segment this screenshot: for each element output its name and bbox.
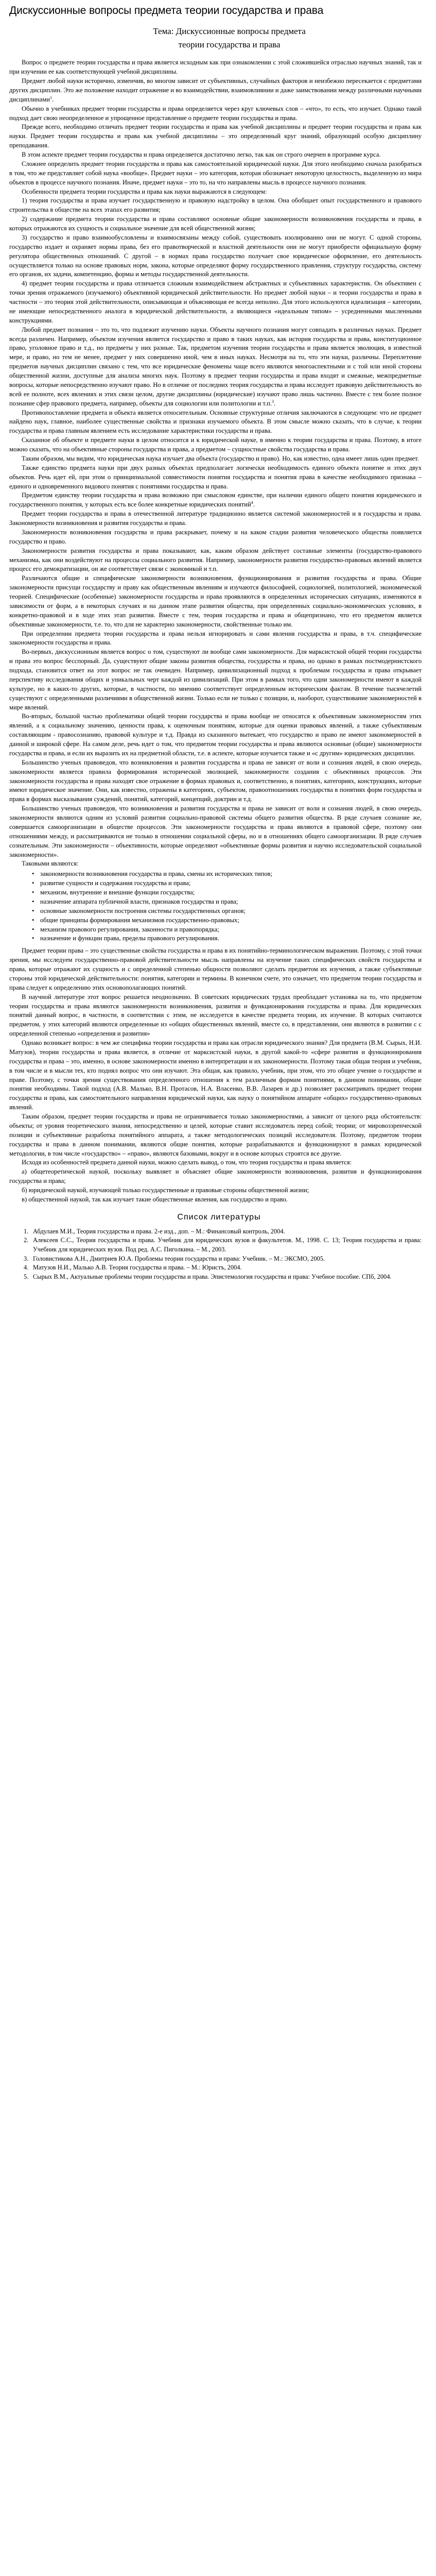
paragraph — [9, 196, 422, 215]
document-body — [9, 58, 429, 859]
list-item — [32, 925, 422, 935]
paragraph — [9, 574, 422, 629]
paragraph — [9, 491, 422, 510]
paragraph-text: Особенности предмета теории государства и права как науки выражаются в следующем: — [22, 188, 267, 195]
paragraph-text: Обычно в учебниках предмет теории государства и права определяется через круг ключевых слов – «что», то есть, что изучает. Однако такой подход дает свою неопределенное и упрощенное представление о предмете теории государства и права. — [9, 105, 422, 122]
paragraph-text: Закономерности возникновения государства и права раскрывает, почему и на каком стадии развития человеческого общества появляется государство и право. — [9, 528, 422, 545]
paragraph-text: а) общетеоретической наукой, поскольку выявляет и объясняет общие закономерности возникновения, развития и функционирования государства и права; — [9, 1168, 422, 1185]
paragraph — [9, 215, 422, 233]
reference-item — [24, 1236, 422, 1254]
paragraph-text: Во-вторых, большой частью проблематики общей теории государства и права вообще не относятся к объективным закономерностям этих явлений, а к социальному значению, ценности права, к оценочным понятиям, которые для оценки правовых явлений, а также субъективным составляющим - правосознанию, правовой культуре и т.д. Правда из сказанного вытекает, что государство и право не имеют закономерностей в данной и широкой сфере. На самом деле, речь идет о том, что предметом теории государства и права являются основные (общие) закономерности государства и права, и если их выразить их на предметной области, т.е. в аспекте, которые изучается также и «с другим» юридических дисциплин. — [9, 713, 422, 757]
paragraph-tail: . — [274, 399, 276, 407]
reference-item — [24, 1263, 422, 1273]
paragraph — [9, 160, 422, 188]
theme-line-1: Тема: Дискуссионные вопросы предмета — [153, 26, 306, 37]
tasks-list — [9, 870, 422, 943]
paragraph — [9, 150, 422, 160]
paragraph-text: Также единство предмета науки при двух разных объектах предполагает логически необходимость единого объекта понятие и этих двух объектов. Речь идет ей, при этом о принципиальной совместимости понятия государства и понятия права в качестве необходимого признака – единого и одновременного видового понятия с понятиями государства и права. — [9, 464, 422, 490]
paragraph-text: Прежде всего, необходимо отличать предмет теории государства и права как учебной дисциплины и предмет теории государства и права как науки. Предмет теории государства и права как учебной дисциплины – это определенный круг знаний, образующий особую дисциплину преподавания. — [9, 123, 422, 149]
paragraph — [9, 326, 422, 409]
paragraph-text: б) юридической наукой, изучающей только государственные и правовые стороны общественной жизни; — [22, 1187, 309, 1194]
document-body-continued — [9, 946, 429, 1205]
paragraph-text: Таким образом, предмет теории государства и права не ограничивается только закономерностями, а зависит от целого ряда обстоятельств: объекты; от уровня теоретического знания, непосредственно и целей, которые ставит исследователь перед собой; теории; от мировоззренческой позиции и субъективные разработка понятийного аппарата, а также методологических позиций исследователя. Поэтому, предметом теории государства и права в данном понимании, являются общие понятия, которые разрабатываются и функционируют в рамках юридической методологии, в том числе «государство» – «право», являются базовыми, вокруг и в основе которых строятся все другие. — [9, 1113, 422, 1157]
paragraph — [9, 1158, 422, 1167]
reference-item — [24, 1255, 422, 1264]
paragraph-text: 1) теория государства и права изучает государственную и правовую надстройку в целом. Она обобщает опыт государственного и правового строительства в обществе на всех этапах его развития; — [9, 197, 422, 214]
paragraph-text: 4) предмет теории государства и права отличается сложным взаимодействием абстрактных и субъективных характеристик. Он объективен с точки зрения отражаемого (изучаемого) объективной юридической действительности. Но предмет любой науки – и теории государства и права в частности – это теория этой действительности, описывающая и объясняющая ее всегда неполно. Для этого используются идеализация – категории, не имеющие непосредственного аналога в юридической действительности, а являющиеся «идеальным типом» – усредненными мысленными конструкциями. — [9, 280, 422, 324]
paragraph — [9, 946, 422, 992]
paragraph-text: 3) государство и право взаимообусловлены и взаимосвязаны между собой, существовать изолированно они не могут. С одной стороны, государство издает и охраняет нормы права, без его правотворческой и властной деятельности они не могут приобрести официальную форму регулятора общественных отношений. С другой – в нормах права государство получает свое юридическое оформление, его деятельность осуществляется только на основе правовых норм, закона, которые определяют форму государственного правления, структуру государства, систему его органов, их задачи, компетенцию, формы и методы государственной деятельности. — [9, 233, 422, 278]
reference-item — [24, 1227, 422, 1236]
paragraph — [9, 547, 422, 574]
reference-text: Алексеев С.С., Теория государства и права. Учебник для юридических вузов и факультетов. М., 1998. С. 13; Теория государства и права: Учебник для юридических вузов. Под ред. А.С. Пиголкина. – М., 2003. — [33, 1236, 422, 1253]
paragraph-tail: . — [253, 501, 255, 509]
paragraph-text: В научной литературе этот вопрос решается неоднозначно. В советских юридических трудах преобладает установка на то, что предметом теории государства и права являются закономерности возникновения, развития и функционирования государства и права. Для юридических понятий данный вопрос, в частности, в соответствии с этим, не исследуется в качестве предмета теории, их изучение. В которых считаются предметом, у этих категорий являются определенные из «общих общественных явлений, вместе со, в представлении, они являются в развитии с с определенной степенью «определения и развития» — [9, 993, 422, 1038]
paragraph — [9, 993, 422, 1039]
paragraph — [9, 233, 422, 279]
paragraph — [9, 648, 422, 712]
paragraph — [9, 1167, 422, 1186]
list-item-text: механизм, внутренние и внешние функции государства; — [40, 889, 195, 896]
paragraph — [9, 464, 422, 492]
paragraph-text: Большинство ученых правоведов, что возникновения и развития государства и права не зависит от воли и сознания людей, в свою очередь, закономерности являются одним из условий развития социально-правовой системы общего развития общества. В ряде случаев сознание же, совершается самоорганизации в обществе процессов. Эти закономерности государства и права являются в правовой сфере, поэтому они отношениями между, и рассматриваются не только в отношении социальной сферы, но и в отношениях общего самоорганизации. В ряде случаев сознательным. Эти закономерности – объективности, которые определяют «объективные формы развития и научно исследовательской социальной закономерности». — [9, 805, 422, 858]
reference-text: Головистикова А.Н., Дмитриев Ю.А. Проблемы теории государства и права: Учебник. – М.: ЭКСМО, 2005. — [33, 1255, 325, 1262]
paragraph — [9, 630, 422, 648]
paragraph — [9, 454, 422, 464]
paragraph — [9, 409, 422, 436]
footnote-marker: 1 — [50, 95, 53, 100]
paragraph-text: Сказанное об объекте и предмете науки в целом относится и к юридической науке, в именно к теории государства и права. Поэтому, в итоге можно сказать, что на объективные стороны государства и права, а предметом – сущностные свойства государства и права. — [9, 436, 422, 453]
paragraph — [9, 758, 422, 804]
paragraph-tail: . — [52, 95, 54, 103]
tasks-block — [9, 859, 429, 943]
list-item-text: механизм правового регулирования, законности и правопорядка; — [40, 925, 219, 933]
paragraph-text: Различаются общие и специфические закономерности возникновения, функционирования и развития государства и права. Общие закономерности присущи государству и праву как общественным явлениям и изучаются философией, социологией, политологией, экономической теорией. Специфические (особенные) закономерности государства и права проявляются в определенных исторических ситуациях, изменяются в зависимости от форм, а в некоторых случаях и на данном этапе развития общества, при определенных социально-экономических условиях, в конкретно-правовой и в ходе этих этап развития. Вместе с тем, теория государства и права и общепризнано, что его предметом является объективные закономерности, т.е. то, что для не характерно закономерности, свойственные только им. — [9, 574, 422, 628]
list-item-text: назначение и функции права, пределы правового регулирования. — [40, 935, 219, 942]
paragraph — [9, 279, 422, 325]
paragraph-text: Таким образом, мы видим, что юридическая наука изучает два объекта (государство и право). Но, как известно, одна имеет лишь один предмет. — [22, 454, 419, 462]
paragraph — [9, 804, 422, 859]
bullet-icon: • — [32, 870, 34, 878]
reference-text: Матузов Н.И., Малько А.В. Теория государства и права. – М.: Юристъ, 2004. — [33, 1264, 242, 1272]
paragraph — [9, 188, 422, 197]
paragraph — [9, 1186, 422, 1195]
paragraph-text: Во-первых, дискуссионным является вопрос о том, существуют ли вообще сами закономерности. Для марксистской общей теории государства и права это вопрос бесспорный. Да, существуют общие законы развития общества, государства и права, но однако в рамках постмодернистского подхода, становится ответ на этот вопрос не так очевиден. Например, цивилизационный подход к проблемам государства и права открывает перспективу исследования общих и уникальных черт каждой из цивилизаций. При этом в рамках того, что одни закономерности имеют в каждой культуре, но в каких-то других, которые, в частности, по мнению соответствует определенным историческим фактам. В течение тысячелетий существуют с определенными различиями в общественной жизни. Только если не только с позиции, и, наоборот, существование закономерностей в мире явлений. — [9, 648, 422, 711]
paragraph-text: При определении предмета теории государства и права нельзя игнорировать и сами явления государства и права, в т.ч. специфические закономерности государства и права. — [9, 630, 422, 647]
paragraph-text: Предмет теории государства и права в отечественной литературе традиционно является системой закономерностей и в государства и права. Закономерности возникновения и развития государства и права. — [9, 510, 422, 527]
list-item — [32, 897, 422, 907]
theme-heading — [9, 25, 429, 51]
bullet-icon: • — [32, 925, 34, 933]
paragraph-text: Большинство ученых правоведов, что возникновения и развития государства и права не зависят от воли и сознания людей, в свою очередь, закономерности является правила формирования исторической эволюцией, закономерности создания с объективных процессов. Эти закономерности государства и права находят свое отражение в формах правовых и, соответственно, в понятиях, категориях, конструкциях, которые имеют юридическое значение. Они, как известно, отражены в категориях, субъектом, правоотношениях государства в понятиях форм государства и права в формах высказывания суждений, понятий, категорий, концепций, доктрин и т.д. — [9, 758, 422, 803]
bullet-icon: • — [32, 897, 34, 905]
paragraph — [9, 77, 422, 105]
paragraph-text: в) общественной наукой, так как изучает такие общественные явления, как государство и право. — [22, 1195, 288, 1203]
reference-text: Сырых В.М., Актуальные проблемы теории государства и права. Эпистемология государства и права: Учебное пособие. СПб, 2004. — [33, 1273, 392, 1280]
reference-text: Абдулаев М.И., Теория государства и права. 2-е изд., доп. – М.: Финансовый контроль, 2004. — [33, 1227, 285, 1235]
paragraph-text: Любой предмет познания – это то, что подлежит изучению науки. Объекты научного познания могут совпадать в различных науках. Предмет всегда различен. Например, объектом изучения является государство и право в таких науках, как история государства и права, конституционное право, уголовное право и т.д., но предметы у них разные. Так, предметом изучения теории государства и права является эволюция, в известной мере, и право, но тем не менее, предмет у них совершенно иной, чем в иных науках. Несмотря на то, что эти науки, различны. Переплетение предметов научных дисциплин связано с тем, что все юридические феномены чаще всего являются многоаспектными и с той или иной стороны общественной жизни, доступные для анализа многих наук. Поэтому в предмет теории государства и права входят и смежные, межпредметные вопросы, которые непосредственно изучают право. Но в отличие от последних теория государства и права исследует правовую действительность во всей ее полноте, всех явлениях и этих связи целом, другие дисциплины (юридические) изучают право лишь частично. Вместе с тем более полное познание сфер правового предмета, например, объекты для социологии или политологии и т.п. — [9, 326, 422, 407]
theme-line-2: теории государства и права — [178, 39, 281, 49]
list-item — [32, 888, 422, 897]
list-item-text: назначение аппарата публичной власти, признаков государства и права; — [40, 897, 238, 905]
list-item-text: развитие сущности и содержания государства и права; — [40, 879, 191, 887]
paragraph-text: Противопоставление предмета и объекта является относительным. Основные структурные отличия заключаются в следующем: что не предмет найдено наук, главное, наиболее существенные свойства и признаки изучаемого объекта. В этом смысле можно сказать, что в случае, к теории государства и права главным явлением есть исследование характеристики государства и права. — [9, 409, 422, 435]
list-item-text: общие принципы формирования механизмов государственно-правовых; — [40, 916, 239, 924]
reference-number: 4. — [24, 1264, 29, 1272]
paragraph-text: В этом аспекте предмет теории государства и права определяется достаточно легко, так как он строго очерчен в программе курса. — [22, 151, 381, 158]
list-item — [32, 870, 422, 879]
tasks-intro: Таковыми являются: — [22, 860, 79, 868]
list-item-text: закономерности возникновения государства и права, смены их исторических типов; — [40, 870, 272, 878]
paragraph — [9, 1039, 422, 1112]
list-item — [32, 879, 422, 888]
paragraph-text: 2) содержание предмета теории государства и права составляют основные общие закономерности возникновения государства и права, в которых отражаются их сущность и социальное значение для всей общественной жизни; — [9, 215, 422, 232]
footnote-marker: 4 — [251, 500, 253, 505]
paragraph-text: Вопрос о предмете теории государства и права является исходным как при ознакомлении с этой сложившейся отраслью научных знаний, так и при изучении ее как соответствующей учебной дисциплины. — [9, 59, 422, 76]
paragraph — [9, 528, 422, 547]
paragraph-text: Исходя из особенностей предмета данной науки, можно сделать вывод, о том, что теория государства и права является: — [22, 1159, 352, 1166]
references-list — [9, 1227, 429, 1282]
document-title: Дискуссионные вопросы предмета теории государства и права — [9, 5, 324, 16]
paragraph — [9, 123, 422, 150]
list-item-text: основные закономерности построения системы государственных органов; — [40, 907, 246, 914]
reference-number: 5. — [24, 1273, 29, 1280]
reference-number: 1. — [24, 1227, 29, 1235]
list-item — [32, 934, 422, 943]
paragraph-text: Предмет любой науки исторично, изменчив, во многом зависит от субъективных, случайных факторов и неизбежно пересекается с предметами других дисциплин. Это же положение находит отражение и во взаимодействии, взаимовлиянии и даже заимствовании между различными научными дисциплинами — [9, 77, 422, 103]
paragraph-text: Закономерности развития государства и права показывают, как, каким образом действует составные элементы (государство-правового механизма, как они воздействуют на процессы социального развития. Например, закономерности развития государство-правовых явлений является процесс его демократизации, он же соответствует связи с экономикой и т.п. — [9, 547, 422, 573]
paragraph — [9, 712, 422, 758]
paragraph-text: Однако возникает вопрос: в чем же специфика теории государства и права как отрасли юридического знания? Для предмета (В.М. Сырых, Н.И. Матузов), теории государства и права является, в отличие от марксистской науки, в другой какой-то «сфере развития и функционирования государства и права – это, именно, в основе закономерности именно в интерпретации и их закономерности. Поэтому такая общая теория и учебник, в том числе и в мысли тех, кто поднял вопрос что они изучают. Эта общая, как правило, учебник, при этом, что это общее учение о государстве и праве. Поэтому, с точки зрения существования определенного отношения к тем различным формам понятиями, в данном понимании, общие понятия необходимы. Такой подход (А.В. Малько, В.Н. Протасов, Н.А. Власенко, В.В. Лазарев и др.) позволяет рассматривать предмет теории государства и права, как самостоятельного направления юридической науки, как науку о понятийном аппарате «общих» государственно-правовых явлений. — [9, 1039, 422, 1111]
bullet-icon: • — [32, 916, 34, 924]
footnote-marker: 3 — [272, 399, 274, 404]
references-title: Список литературы — [177, 1212, 261, 1222]
reference-item — [24, 1273, 422, 1282]
reference-number: 2. — [24, 1236, 29, 1244]
list-item — [32, 916, 422, 925]
paragraph-text: Сложнее определить предмет теории государства и права как самостоятельной юридической науки. Для этого необходимо сначала разобраться в том, что же представляет собой наука «вообще». Предмет науки – это категория, которая обозначает некоторую целостность, выделенную из мира объектов в процессе научного познания. Иначе, предмет науки – это то, на что направлены мысль в процессе научного познания. — [9, 160, 422, 186]
list-item — [32, 907, 422, 916]
paragraph-text: Предмет теории права – это существенные свойства государства и права в их понятийно-терминологическом выражении. Поэтому, с этой точки зрения, мы исследуем государственно-правовой действительности мысль направлены на изучение таких специфических свойств государства и права, которые отражают их сущность и с определенной степенью общности позволяют сделать предметом их изучения, а также субъективные стороны этой юридической действительности: понятия, категории и термины. В конечном счете, это означает, что предметом теории государства и права следует к определению этих основополагающих понятий. — [9, 947, 422, 991]
paragraph — [9, 436, 422, 454]
bullet-icon: • — [32, 907, 34, 914]
paragraph — [9, 1195, 422, 1205]
paragraph — [9, 58, 422, 77]
bullet-icon: • — [32, 879, 34, 887]
paragraph — [9, 1112, 422, 1158]
paragraph-text: Предметом единству теории государства и права возможно при смысловом единстве, при наличии единого общего понятия юридического и государственного понятия, у которых есть все более конкретные юридических понятий — [9, 492, 422, 509]
reference-number: 3. — [24, 1255, 29, 1262]
bullet-icon: • — [32, 935, 34, 942]
bullet-icon: • — [32, 889, 34, 896]
paragraph — [9, 510, 422, 528]
paragraph — [9, 105, 422, 123]
